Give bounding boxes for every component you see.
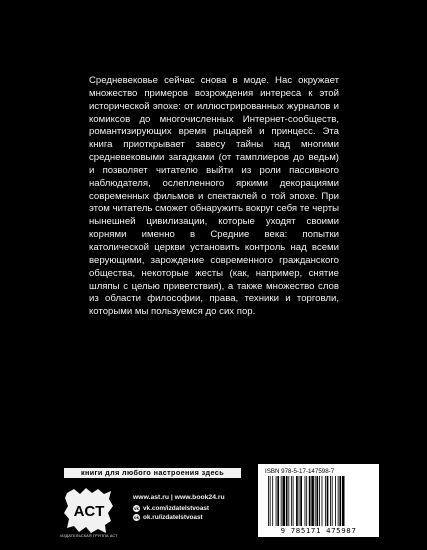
vk-icon: vk: [134, 506, 139, 511]
tagline-banner: книги для любого настроения здесь: [64, 468, 241, 478]
barcode-bar: [281, 476, 282, 526]
barcode-bar: [335, 476, 336, 526]
barcode-bar: [306, 476, 307, 526]
barcode-panel: [258, 464, 379, 537]
barcode-bar: [342, 476, 345, 526]
barcode-bar: [270, 476, 271, 526]
barcode-digits: 9 785171 475987: [280, 526, 357, 535]
barcode-bar: [276, 476, 277, 526]
barcode-bar: [316, 476, 318, 526]
publisher-websites: www.ast.ru | www.book24.ru: [133, 494, 225, 501]
barcode-bar: [288, 476, 289, 526]
barcode-bar: [286, 476, 288, 526]
barcode-bar: [330, 476, 331, 526]
barcode-bar: [293, 476, 294, 526]
barcode-bar: [282, 476, 285, 526]
vk-handle: vk.com/izdatelstvoast: [143, 505, 210, 512]
barcode-bar: [319, 476, 320, 526]
barcode-bars: [268, 476, 369, 526]
barcode-bar: [311, 476, 314, 526]
barcode-bar: [339, 476, 341, 526]
barcode-bar: [332, 476, 333, 526]
ast-logo: [64, 488, 114, 534]
barcode-bar: [325, 476, 326, 526]
social-row-ok: [133, 513, 203, 522]
ok-handle: ok.ru/izdatelstvoast: [143, 514, 203, 521]
ok-icon: ok: [134, 515, 139, 520]
barcode-bar: [300, 476, 302, 526]
barcode-bar: [338, 476, 339, 526]
social-row-vk: [133, 504, 209, 513]
barcode-bar: [299, 476, 300, 526]
barcode-bar: [291, 476, 292, 526]
barcode-bar: [309, 476, 311, 526]
barcode-bar: [296, 476, 298, 526]
barcode-bar: [305, 476, 306, 526]
barcode-bar: [277, 476, 279, 526]
barcode-bar: [315, 476, 316, 526]
barcode-bar: [322, 476, 323, 526]
isbn-number: ISBN 978-5-17-147598-7: [265, 468, 335, 475]
barcode-bar: [272, 476, 273, 526]
ast-logo-text: ACT: [73, 503, 105, 520]
barcode-bar: [327, 476, 329, 526]
publisher-label: ИЗДАТЕЛЬСКАЯ ГРУППА АСТ: [60, 534, 118, 538]
back-cover-blurb: Средневековье сейчас снова в моде. Нас окружает множество примеров возрождения интереса к этой исторической эпохе: от иллюстрированных журналов и комиксов до многочисленных Интернет-сообществ, романтизирующих время рыцарей и принцесс. Эта книга приоткрывает завесу тайны над многими средневековыми загадками (от тамплиеров до ведьм) и позволяет читателю выйти из роли пассивного наблюдателя, ослепленного яркими декорациями современных фильмов и спектаклей о той эпохе. При этом читатель сможет обнаружить вокруг себя те черты нынешней цивилизации, которые уходят своими корнями именно в Средние века: попытки католической церкви установить контроль над всеми верующими, зарождение современного гражданского общества, некоторые жесты (как, например, снятие шляпы с целью приветствия), а также множество слов из области философии, права, техники и торговли, которыми мы пользуемся до сих пор.: [89, 75, 339, 318]
barcode-bar: [268, 476, 269, 526]
